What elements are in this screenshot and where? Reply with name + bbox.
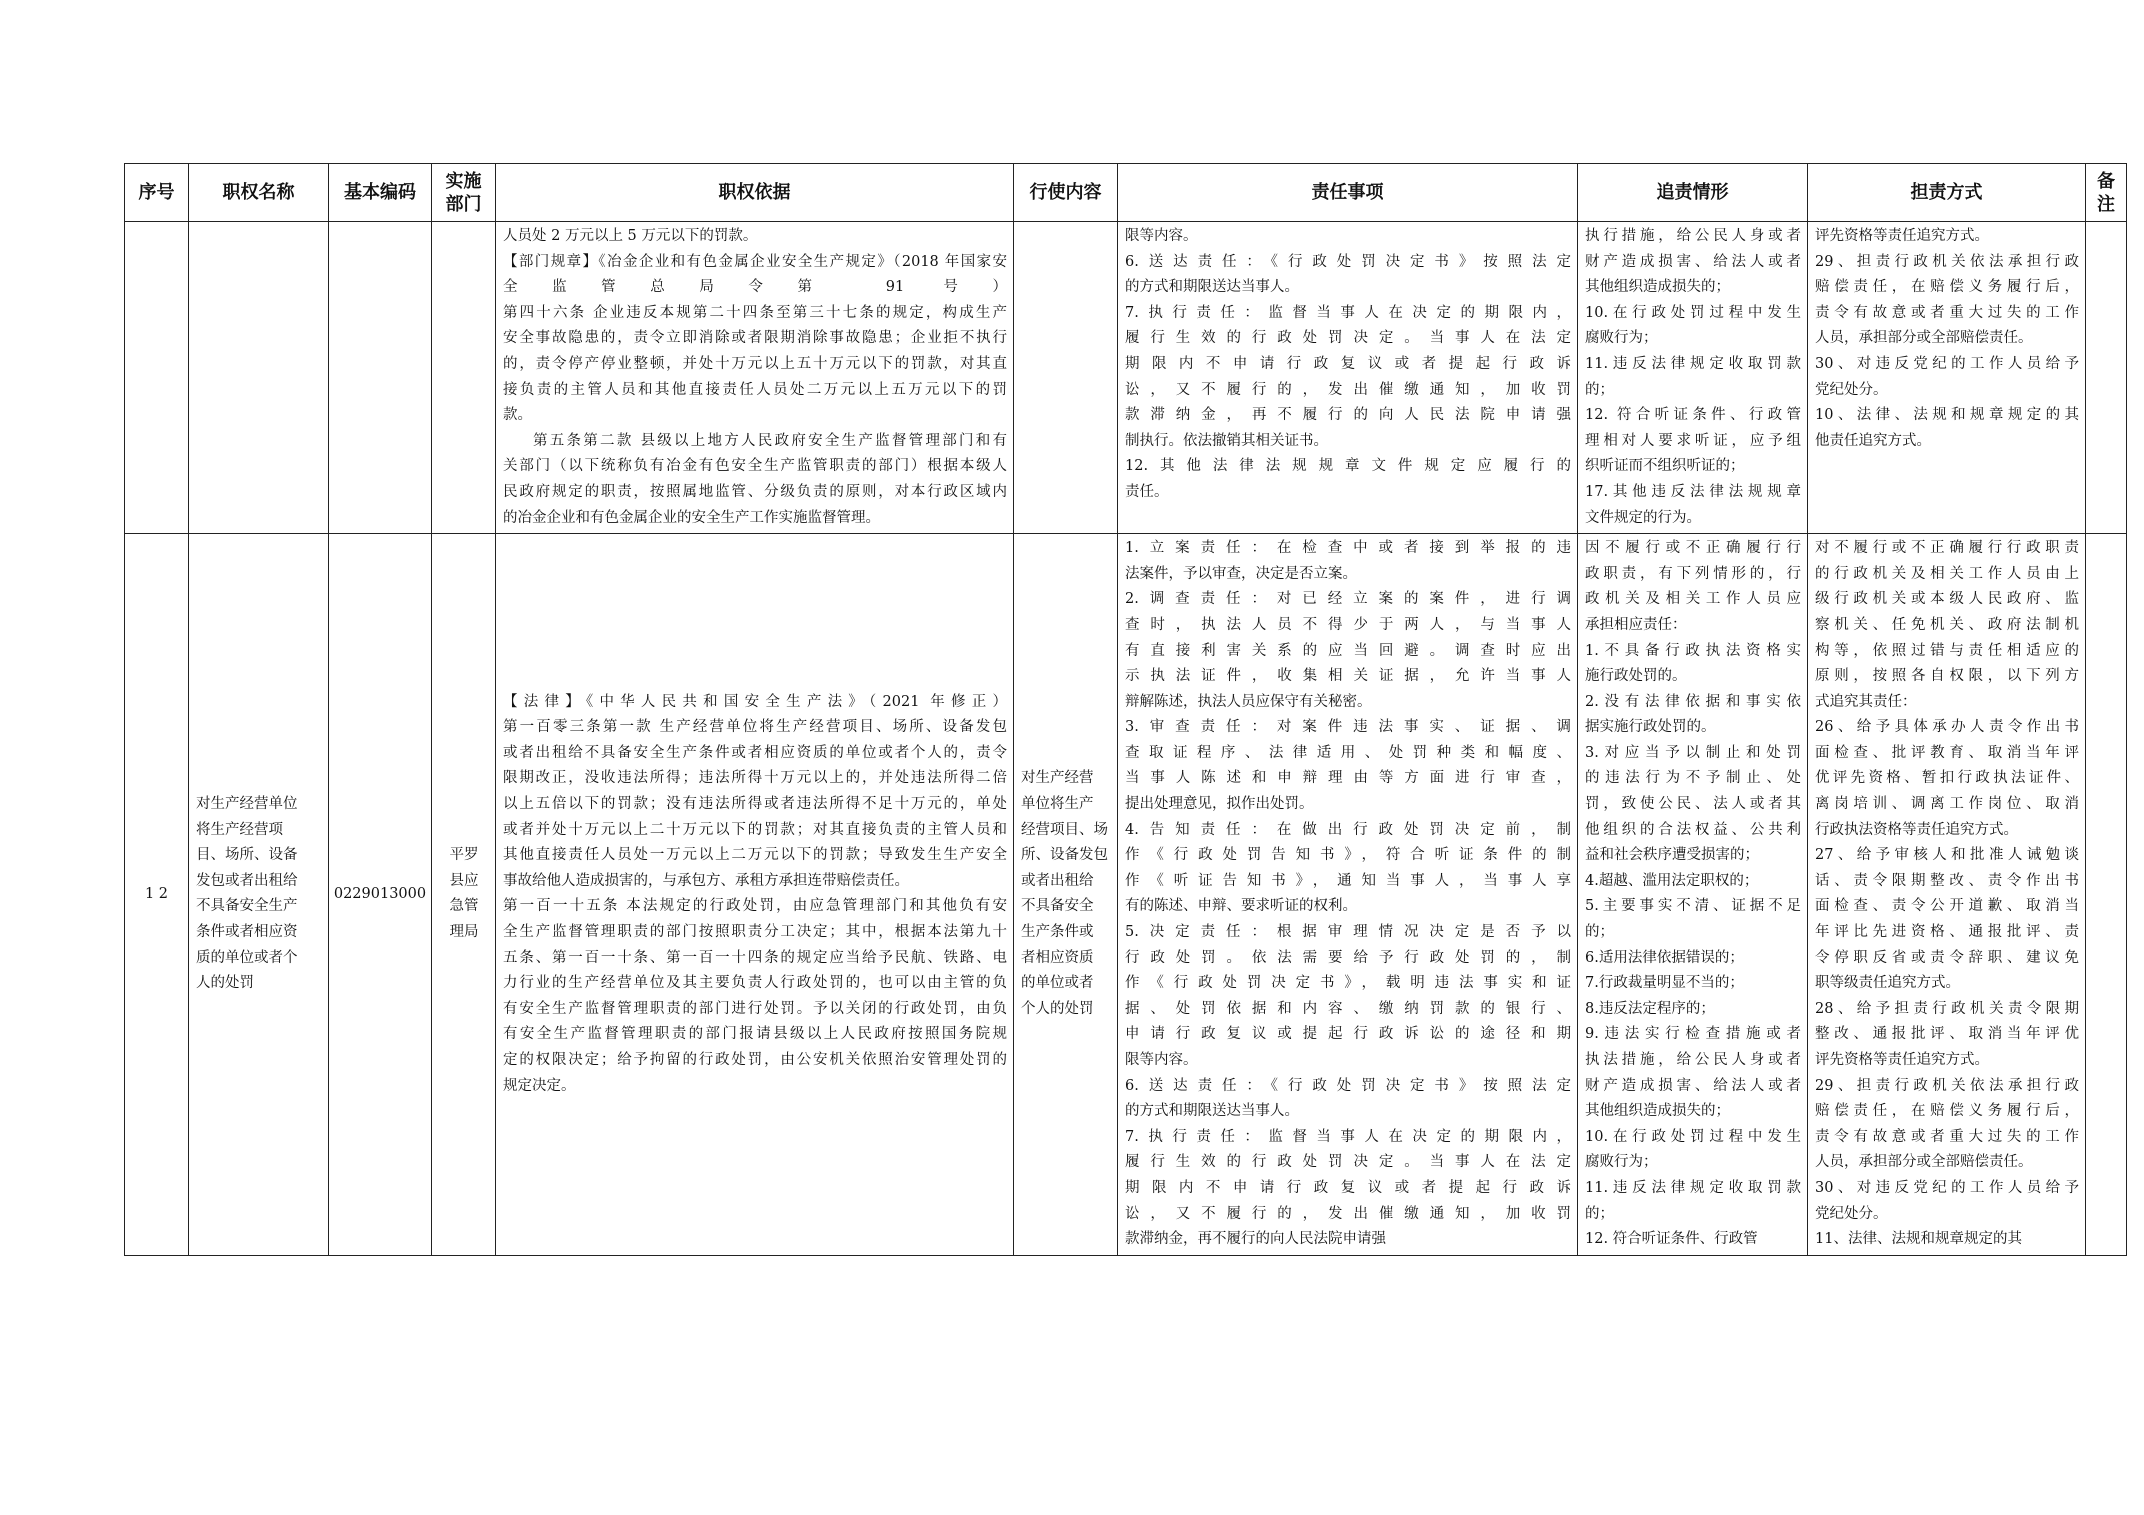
header-dept-line-1: 实施 xyxy=(445,170,482,192)
cell-basis xyxy=(496,222,1014,534)
text-line: 话、责令限期整改、责令作出书 xyxy=(1815,872,2079,889)
text-line: 腐败行为； xyxy=(1585,1154,1658,1171)
text-line: 责令有故意或者重大过失的工作 xyxy=(1815,304,2079,321)
accountability-text xyxy=(1578,534,1807,1255)
text-line: 党纪处分。 xyxy=(1815,1205,1888,1222)
text-line: 人员处 2 万元以上 5 万元以下的罚款。 xyxy=(503,228,758,244)
text-line: 期限内不申请行政复议或者提起行政诉 xyxy=(1125,1179,1571,1196)
table-row-continuation xyxy=(125,222,2127,534)
text-line: 5.决定责任：根据审理情况决定是否予以 xyxy=(1125,924,1571,941)
cell-accountability xyxy=(1578,534,1808,1256)
text-line: 提出处理意见，拟作出处罚。 xyxy=(1125,796,1314,813)
text-line: 4.告知责任：在做出行政处罚决定前，制 xyxy=(1125,821,1571,838)
text-line: 28、给予担责行政机关责令限期 xyxy=(1815,1000,2079,1017)
cell-dept xyxy=(432,534,496,1256)
text-line: 12. 符合听证条件、行政管 xyxy=(1585,1231,1758,1248)
text-line: 赔偿责任，在赔偿义务履行后， xyxy=(1815,1103,2079,1120)
text-line: 限期改正，没收违法所得；违法所得十万元以上的，并处违法所得二倍 xyxy=(503,770,1007,787)
text-line: 级行政机关或本级人民政府、监 xyxy=(1815,591,2079,608)
basis-text xyxy=(496,222,1013,533)
text-line: 规定决定。 xyxy=(503,1077,576,1094)
text-line: 履行生效的行政处罚决定。当事人在法定 xyxy=(1125,1154,1571,1171)
text-line: 接负责的主管人员和其他直接责任人员处二万元以上五万元以下的罚 xyxy=(503,381,1007,398)
cell-seq: 1 2 xyxy=(125,534,189,1256)
cell-remark xyxy=(2086,222,2127,534)
text-line: 全监管总局令第 91 号） xyxy=(503,279,1007,296)
text-line: 人的处罚 xyxy=(196,975,254,992)
text-line: 7.行政裁量明显不当的； xyxy=(1585,975,1744,992)
text-line: 的冶金企业和有色金属企业的安全生产工作实施监督管理。 xyxy=(503,509,880,526)
text-line: 10.在行政处罚过程中发生 xyxy=(1585,1128,1801,1145)
text-line: 关部门（以下统称负有冶金有色安全生产监管职责的部门）根据本级人 xyxy=(503,458,1007,475)
text-line: 整改、通报批评、取消当年评优 xyxy=(1815,1026,2079,1043)
text-line: 财产造成损害、给法人或者 xyxy=(1585,253,1801,270)
text-line: 6.适用法律依据错误的； xyxy=(1585,949,1744,966)
cell-accountability xyxy=(1578,222,1808,534)
duty-text xyxy=(1118,534,1577,1255)
text-line: 离岗培训、调离工作岗位、取消 xyxy=(1815,796,2079,813)
text-line: 10.在行政处罚过程中发生 xyxy=(1585,304,1801,321)
text-line: 5.主要事实不清、证据不足 xyxy=(1585,898,1801,915)
text-line: 其他直接责任人员处一万元以上二万元以下的罚款；导致发生生产安全 xyxy=(503,847,1007,864)
text-line: 定的权限决定；给予拘留的行政处罚，由公安机关依照治安管理处罚的 xyxy=(503,1052,1007,1068)
header-name: 职权名称 xyxy=(189,164,329,222)
text-line: 经营项目、场 xyxy=(1021,821,1108,838)
header-duty: 责任事项 xyxy=(1118,164,1578,222)
text-line: 年评比先进资格、通报批评、责 xyxy=(1815,924,2079,941)
text-line: 党纪处分。 xyxy=(1815,381,1888,398)
text-line: 个人的处罚 xyxy=(1021,1000,1094,1017)
text-line: 查取证程序、法律适用、处罚种类和幅度、 xyxy=(1125,744,1571,761)
text-line: 政机关及相关工作人员应 xyxy=(1585,591,1801,608)
text-line: 作《行政处罚决定书》，载明违法事实和证 xyxy=(1125,975,1571,992)
text-line: 人员，承担部分或全部赔偿责任。 xyxy=(1815,1154,2033,1171)
text-line: 全生产监督管理职责的部门按照职责分工决定；其中，根据本法第九十 xyxy=(503,924,1007,941)
text-line: 11.违反法律规定收取罚款 xyxy=(1585,1179,1801,1196)
text-line: 27、给予审核人和批准人诫勉谈 xyxy=(1815,847,2079,864)
text-line: 7.执行责任：监督当事人在决定的期限内， xyxy=(1125,1128,1571,1145)
text-line: 或者出租给不具备安全生产条件或者相应资质的单位或者个人的，责令 xyxy=(503,744,1007,761)
header-seq: 序号 xyxy=(125,164,189,222)
text-line: 不具备安全生产 xyxy=(196,898,298,915)
text-line: 对不履行或不正确履行行政职责 xyxy=(1815,540,2079,557)
text-line: 的； xyxy=(1585,1205,1614,1222)
text-line: 承担相应责任： xyxy=(1585,616,1687,633)
dept-text xyxy=(432,841,495,947)
text-line: 质的单位或者个 xyxy=(196,949,298,966)
text-line: 【法律】《中华人民共和国安全生产法》（2021 年修正） xyxy=(503,693,1007,710)
text-line: 12. 符合听证条件、行政管 xyxy=(1585,407,1801,424)
text-line: 其他组织造成损失的； xyxy=(1585,279,1730,296)
cell-content xyxy=(1014,222,1118,534)
header-content: 行使内容 xyxy=(1014,164,1118,222)
text-line: 11.违反法律规定收取罚款 xyxy=(1585,355,1801,372)
cell-duty xyxy=(1118,222,1578,534)
text-line: 履行生效的行政处罚决定。当事人在法定 xyxy=(1125,330,1571,347)
text-line: 据实施行政处罚的。 xyxy=(1585,719,1716,736)
text-line: 将生产经营项 xyxy=(196,821,283,838)
text-line: 辩解陈述，执法人员应保守有关秘密。 xyxy=(1125,693,1372,710)
text-line: 第五条第二款 县级以上地方人民政府安全生产监督管理部门和有 xyxy=(533,432,1007,449)
cell-content xyxy=(1014,534,1118,1256)
text-line: 2.调查责任：对已经立案的案件，进行调 xyxy=(1125,591,1571,608)
text-line: 的； xyxy=(1585,381,1614,398)
text-line: 10、法律、法规和规章规定的其 xyxy=(1815,407,2079,424)
text-line: 对生产经营单位 xyxy=(196,796,298,813)
text-line: 款滞纳金，再不履行的向人民法院申请强 xyxy=(1125,1231,1386,1248)
text-line: 县应 xyxy=(449,872,479,889)
text-line: 安全事故隐患的，责令立即消除或者限期消除事故隐患；企业拒不执行 xyxy=(503,330,1007,347)
text-line: 限等内容。 xyxy=(1125,228,1198,244)
text-line: 或者出租给 xyxy=(1021,872,1094,889)
cell-basis xyxy=(496,534,1014,1256)
text-line: 行政执法资格等责任追究方式。 xyxy=(1815,821,2018,838)
text-line: 财产造成损害、给法人或者 xyxy=(1585,1077,1801,1094)
cell-duty xyxy=(1118,534,1578,1256)
authority-table xyxy=(124,163,2127,1256)
text-line: 因不履行或不正确履行行 xyxy=(1585,540,1801,557)
text-line: 文件规定的行为。 xyxy=(1585,509,1701,526)
text-line: 单位将生产 xyxy=(1021,796,1094,813)
header-dept-line-2: 部门 xyxy=(445,193,482,215)
text-line: 不具备安全 xyxy=(1021,898,1094,915)
text-line: 的，责令停产停业整顿，并处十万元以上五十万元以下的罚款，对其直 xyxy=(503,355,1007,372)
text-line: 评先资格等责任追究方式。 xyxy=(1815,228,1989,244)
text-line: 人员，承担部分或全部赔偿责任。 xyxy=(1815,330,2033,347)
name-text xyxy=(189,790,328,999)
text-line: 12.其他法律法规规章文件规定应履行的 xyxy=(1125,458,1571,475)
text-line: 责任。 xyxy=(1125,483,1169,500)
text-line: 对生产经营 xyxy=(1021,770,1094,787)
text-line: 作《行政处罚告知书》，符合听证条件的制 xyxy=(1125,847,1571,864)
text-line: 3.审查责任：对案件违法事实、证据、调 xyxy=(1125,719,1571,736)
cell-remark xyxy=(2086,534,2127,1256)
duty-text xyxy=(1118,222,1577,508)
text-line: 事故给他人造成损害的，与承包方、承租方承担连带赔偿责任。 xyxy=(503,872,909,889)
text-line: 的行政机关及相关工作人员由上 xyxy=(1815,565,2079,582)
text-line: 第一百一十五条 本法规定的行政处罚，由应急管理部门和其他负有安 xyxy=(503,898,1007,915)
cell-method xyxy=(1808,534,2086,1256)
cell-code: 0229013000 xyxy=(329,534,432,1256)
text-line: 查时，执法人员不得少于两人，与当事人 xyxy=(1125,616,1571,633)
text-line: 款。 xyxy=(503,407,532,424)
header-remark xyxy=(2086,164,2127,222)
text-line: 限等内容。 xyxy=(1125,1052,1198,1068)
header-row xyxy=(125,164,2127,222)
text-line: 作《听证告知书》，通知当事人，当事人享 xyxy=(1125,872,1571,889)
text-line: 平罗 xyxy=(449,847,479,864)
text-line: 执法措施，给公民人身或者 xyxy=(1585,1052,1801,1068)
text-line: 生产条件或 xyxy=(1021,924,1094,941)
text-line: 优评先资格、暂扣行政执法证件、 xyxy=(1815,770,2079,787)
text-line: 腐败行为； xyxy=(1585,330,1658,347)
text-line: 或者并处十万元以上二十万元以下的罚款；对其直接负责的主管人员和 xyxy=(503,821,1007,838)
text-line: 30、对违反党纪的工作人员给予 xyxy=(1815,355,2079,372)
text-line: 期限内不申请行政复议或者提起行政诉 xyxy=(1125,355,1571,372)
text-line: 五条、第一百一十条、第一百一十四条的规定应当给予民航、铁路、电 xyxy=(503,949,1007,966)
text-line: 讼，又不履行的，发出催缴通知，加收罚 xyxy=(1125,1205,1571,1222)
text-line: 有直接利害关系的应当回避。调查时应出 xyxy=(1125,642,1571,659)
text-line: 他组织的合法权益、公共利 xyxy=(1585,821,1801,838)
text-line: 罚，致使公民、法人或者其 xyxy=(1585,796,1801,813)
text-line: 发包或者出租给 xyxy=(196,872,298,889)
header-remark-line-2: 注 xyxy=(2097,193,2115,215)
text-line: 其他组织造成损失的； xyxy=(1585,1103,1730,1120)
text-line: 行政处罚。依法需要给予行政处罚的，制 xyxy=(1125,949,1571,966)
cell-code xyxy=(329,222,432,534)
text-line: 理局 xyxy=(449,924,479,941)
cell-name xyxy=(189,534,329,1256)
text-line: 申请行政复议或提起行政诉讼的途径和期 xyxy=(1125,1026,1571,1043)
header-code: 基本编码 xyxy=(329,164,432,222)
header-basis: 职权依据 xyxy=(496,164,1014,222)
text-line: 益和社会秩序遭受损害的； xyxy=(1585,847,1759,864)
text-line: 评先资格等责任追究方式。 xyxy=(1815,1052,1989,1068)
text-line: 式追究其责任： xyxy=(1815,693,1917,710)
text-line: 当事人陈述和申辩理由等方面进行审查， xyxy=(1125,770,1571,787)
text-line: 9.违法实行检查措施或者 xyxy=(1585,1026,1801,1043)
text-line: 织听证而不组织听证的； xyxy=(1585,458,1745,475)
text-line: 11、法律、法规和规章规定的其 xyxy=(1815,1231,2022,1248)
text-line: 察机关、任免机关、政府法制机 xyxy=(1815,616,2079,633)
text-line: 据、处罚依据和内容、缴纳罚款的银行、 xyxy=(1125,1000,1571,1017)
text-line: 急管 xyxy=(449,898,479,915)
text-line: 2.没有法律依据和事实依 xyxy=(1585,693,1801,710)
cell-dept xyxy=(432,222,496,534)
cell-method xyxy=(1808,222,2086,534)
text-line: 赔偿责任，在赔偿义务履行后， xyxy=(1815,279,2079,296)
text-line: 民政府规定的职责，按照属地监管、分级负责的原则，对本行政区域内 xyxy=(503,483,1007,500)
text-line: 有安全生产监督管理职责的部门进行处罚。予以关闭的行政处罚，由负 xyxy=(503,1000,1007,1017)
text-line: 款滞纳金，再不履行的向人民法院申请强 xyxy=(1125,407,1571,424)
text-line: 责令有故意或者重大过失的工作 xyxy=(1815,1128,2079,1145)
method-text xyxy=(1808,534,2085,1255)
text-line: 有安全生产监督管理职责的部门报请县级以上人民政府按照国务院规 xyxy=(503,1026,1007,1043)
text-line: 1.立案责任：在检查中或者接到举报的违 xyxy=(1125,540,1571,557)
text-line: 力行业的生产经营单位及其主要负责人行政处罚的，也可以由主管的负 xyxy=(503,975,1007,992)
text-line: 条件或者相应资 xyxy=(196,924,298,941)
text-line: 职等级责任追究方式。 xyxy=(1815,975,1960,992)
text-line: 6.送达责任：《行政处罚决定书》按照法定 xyxy=(1125,1077,1571,1094)
text-line: 6.送达责任：《行政处罚决定书》按照法定 xyxy=(1125,253,1571,270)
text-line: 3.对应当予以制止和处罚 xyxy=(1585,744,1801,761)
text-line: 以上五倍以下的罚款；没有违法所得或者违法所得不足十万元的，单处 xyxy=(503,796,1007,813)
cell-seq xyxy=(125,222,189,534)
text-line: 有的陈述、申辩、要求听证的权利。 xyxy=(1125,898,1357,915)
text-line: 的方式和期限送达当事人。 xyxy=(1125,1103,1299,1120)
cell-name xyxy=(189,222,329,534)
text-line: 制执行。依法撤销其相关证书。 xyxy=(1125,432,1328,449)
text-line: 8.违反法定程序的； xyxy=(1585,1000,1715,1017)
text-line: 执行措施，给公民人身或者 xyxy=(1585,228,1801,244)
text-line: 7.执行责任：监督当事人在决定的期限内， xyxy=(1125,304,1571,321)
table-row-12 xyxy=(125,534,2127,1256)
text-line: 政职责，有下列情形的，行 xyxy=(1585,565,1801,582)
content-text xyxy=(1014,764,1117,1024)
text-line: 构等，依照过错与责任相适应的 xyxy=(1815,642,2079,659)
text-line: 26、给予具体承办人责令作出书 xyxy=(1815,719,2079,736)
text-line: 面检查、责令公开道歉、取消当 xyxy=(1815,898,2079,915)
text-line: 讼，又不履行的，发出催缴通知，加收罚 xyxy=(1125,381,1571,398)
text-line: 4.超越、滥用法定职权的； xyxy=(1585,872,1759,889)
header-method: 担责方式 xyxy=(1808,164,2086,222)
text-line: 施行政处罚的。 xyxy=(1585,668,1687,685)
text-line: 他责任追究方式。 xyxy=(1815,432,1931,449)
text-line: 29、担责行政机关依法承担行政 xyxy=(1815,1077,2079,1094)
text-line: 示执法证件，收集相关证据，允许当事人 xyxy=(1125,668,1571,685)
header-accountability: 追责情形 xyxy=(1578,164,1808,222)
text-line: 目、场所、设备 xyxy=(196,847,298,864)
text-line: 第四十六条 企业违反本规第二十四条至第三十七条的规定，构成生产 xyxy=(503,304,1007,321)
text-line: 的违法行为不予制止、处 xyxy=(1585,770,1801,787)
text-line: 面检查、批评教育、取消当年评 xyxy=(1815,744,2079,761)
header-dept xyxy=(432,164,496,222)
text-line: 第一百零三条第一款 生产经营单位将生产经营项目、场所、设备发包 xyxy=(503,719,1007,736)
text-line: 法案件，予以审查，决定是否立案。 xyxy=(1125,565,1357,582)
text-line: 1.不具备行政执法资格实 xyxy=(1585,642,1801,659)
text-line: 原则，按照各自权限，以下列方 xyxy=(1815,668,2079,685)
header-remark-line-1: 备 xyxy=(2097,170,2115,192)
text-line: 【部门规章】《冶金企业和有色金属企业安全生产规定》（2018 年国家安 xyxy=(503,253,1007,270)
basis-text xyxy=(496,688,1013,1102)
text-line: 所、设备发包 xyxy=(1021,847,1108,864)
text-line: 者相应资质 xyxy=(1021,949,1094,966)
text-line: 的单位或者 xyxy=(1021,975,1094,992)
text-line: 的； xyxy=(1585,924,1614,941)
text-line: 理相对人要求听证，应予组 xyxy=(1585,432,1801,449)
accountability-text xyxy=(1578,222,1807,533)
text-line: 30、对违反党纪的工作人员给予 xyxy=(1815,1179,2079,1196)
text-line: 令停职反省或责令辞职、建议免 xyxy=(1815,949,2079,966)
text-line: 的方式和期限送达当事人。 xyxy=(1125,279,1299,296)
method-text xyxy=(1808,222,2085,456)
text-line: 17.其他违反法律法规规章 xyxy=(1585,483,1801,500)
text-line: 29、担责行政机关依法承担行政 xyxy=(1815,253,2079,270)
